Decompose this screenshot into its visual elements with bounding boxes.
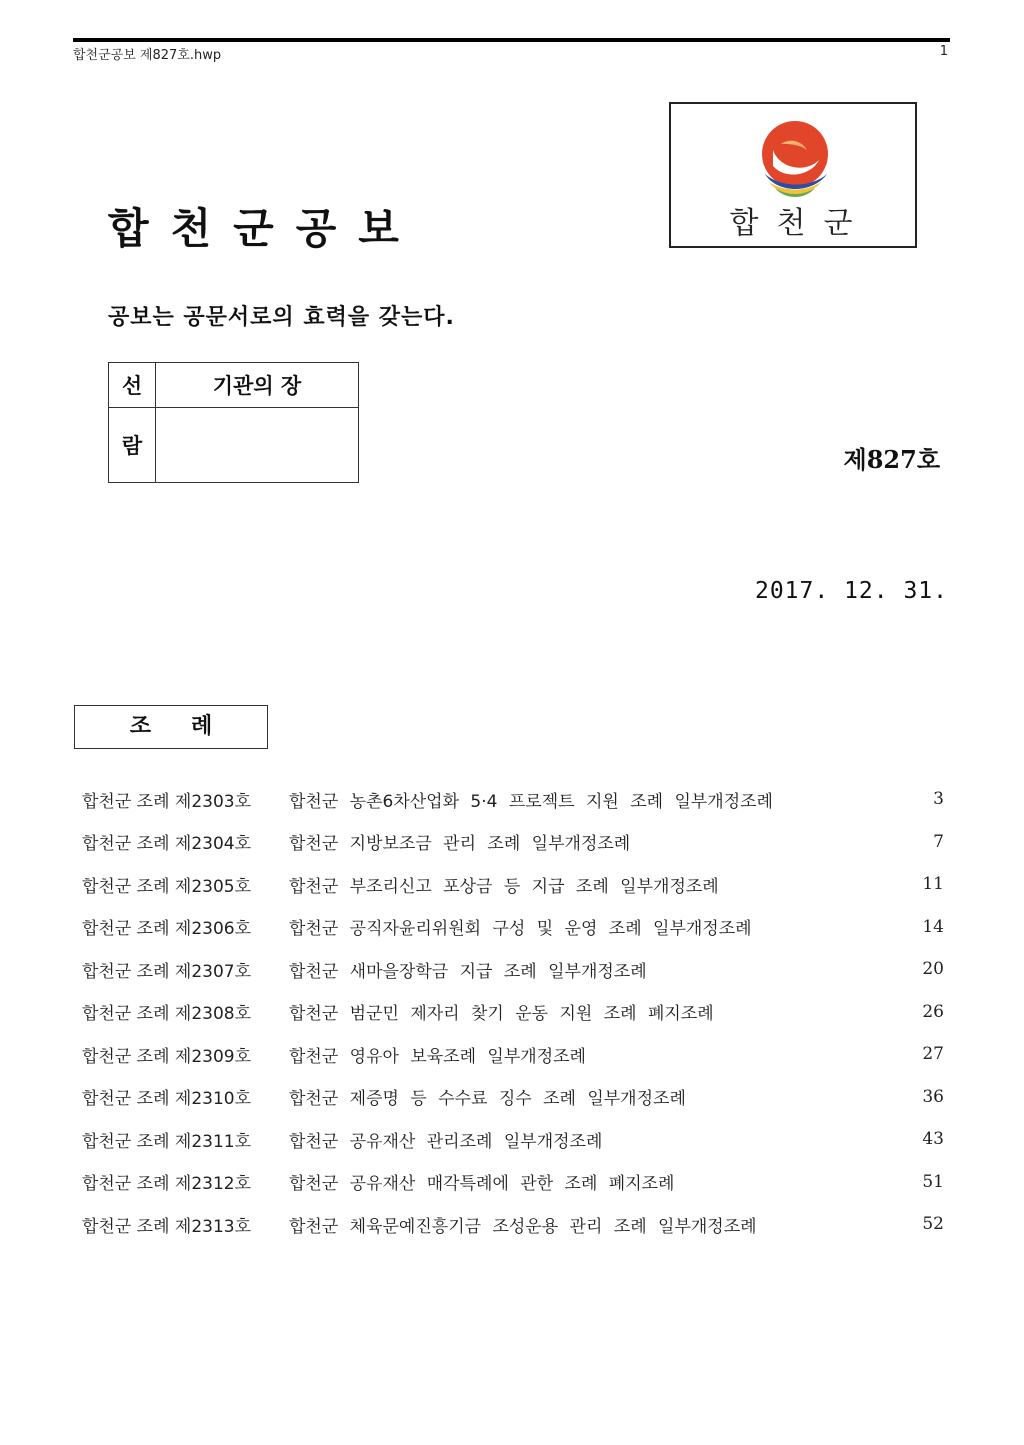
toc-page-number: 20	[922, 959, 944, 980]
toc-ordinance-title: 합천군 지방보조금 관리 조례 일부개정조례	[289, 834, 631, 855]
logo-text: 합천군	[729, 206, 871, 241]
toc-row	[82, 1076, 944, 1119]
toc-page-number: 26	[922, 1001, 944, 1022]
toc-row	[82, 1118, 944, 1161]
toc-ordinance-title: 합천군 범군민 제자리 찾기 운동 지원 조례 폐지조례	[289, 1004, 714, 1025]
subtitle: 공보는 공문서로의 효력을 갖는다.	[108, 305, 455, 330]
toc-ordinance-title: 합천군 체육문예진흥기금 조성운용 관리 조례 일부개정조례	[289, 1216, 757, 1237]
toc-ordinance-title: 합천군 제증명 등 수수료 징수 조례 일부개정조례	[289, 1089, 686, 1110]
toc-row	[82, 906, 944, 949]
toc-ordinance-title: 합천군 공유재산 매각특례에 관한 조례 폐지조례	[289, 1174, 675, 1195]
toc-ordinance-number: 합천군 조례 제2310호	[82, 1089, 252, 1110]
toc-ordinance-number: 합천군 조례 제2311호	[82, 1131, 252, 1152]
table-of-contents	[82, 778, 944, 1246]
toc-page-number: 43	[922, 1129, 944, 1150]
approval-signature-cell	[156, 408, 359, 483]
approval-head-label: 기관의 장	[156, 363, 359, 408]
approval-side-label-bottom: 람	[109, 408, 156, 483]
toc-row	[82, 778, 944, 821]
toc-ordinance-number: 합천군 조례 제2305호	[82, 876, 252, 897]
toc-page-number: 27	[922, 1044, 944, 1065]
toc-ordinance-number: 합천군 조례 제2306호	[82, 919, 252, 940]
toc-page-number: 51	[922, 1171, 944, 1192]
county-emblem-icon	[753, 116, 837, 200]
toc-ordinance-number: 합천군 조례 제2307호	[82, 961, 252, 982]
approval-side-label-top: 선	[109, 363, 156, 408]
county-logo	[669, 102, 917, 248]
issue-number: 제827호	[843, 445, 940, 474]
section-heading: 조례	[74, 705, 268, 749]
toc-page-number: 11	[922, 874, 944, 895]
toc-row	[82, 821, 944, 864]
toc-ordinance-title: 합천군 농촌6차산업화 5·4 프로젝트 지원 조례 일부개정조례	[289, 791, 773, 812]
header-page-number: 1	[939, 44, 948, 59]
toc-ordinance-number: 합천군 조례 제2313호	[82, 1216, 252, 1237]
toc-ordinance-title: 합천군 영유아 보육조례 일부개정조례	[289, 1046, 586, 1067]
header-rule	[73, 38, 950, 42]
toc-row	[82, 948, 944, 991]
toc-ordinance-title: 합천군 공직자윤리위원회 구성 및 운영 조례 일부개정조례	[289, 919, 752, 940]
toc-row	[82, 863, 944, 906]
toc-ordinance-number: 합천군 조례 제2308호	[82, 1004, 252, 1025]
toc-page-number: 3	[933, 789, 944, 810]
page-title: 합천군공보	[108, 204, 421, 253]
header-filename: 합천군공보 제827호.hwp	[73, 48, 222, 63]
toc-row	[82, 1203, 944, 1246]
issue-date: 2017. 12. 31.	[754, 578, 948, 604]
toc-row	[82, 991, 944, 1034]
toc-ordinance-title: 합천군 새마을장학금 지급 조례 일부개정조례	[289, 961, 647, 982]
toc-page-number: 7	[933, 831, 944, 852]
approval-table	[108, 362, 359, 483]
toc-ordinance-number: 합천군 조례 제2303호	[82, 791, 252, 812]
toc-ordinance-title: 합천군 공유재산 관리조례 일부개정조례	[289, 1131, 603, 1152]
toc-ordinance-title: 합천군 부조리신고 포상금 등 지급 조례 일부개정조례	[289, 876, 719, 897]
toc-ordinance-number: 합천군 조례 제2304호	[82, 834, 252, 855]
toc-ordinance-number: 합천군 조례 제2312호	[82, 1174, 252, 1195]
toc-row	[82, 1161, 944, 1204]
toc-ordinance-number: 합천군 조례 제2309호	[82, 1046, 252, 1067]
toc-page-number: 36	[922, 1086, 944, 1107]
toc-row	[82, 1033, 944, 1076]
toc-page-number: 14	[922, 916, 944, 937]
toc-page-number: 52	[922, 1214, 944, 1235]
